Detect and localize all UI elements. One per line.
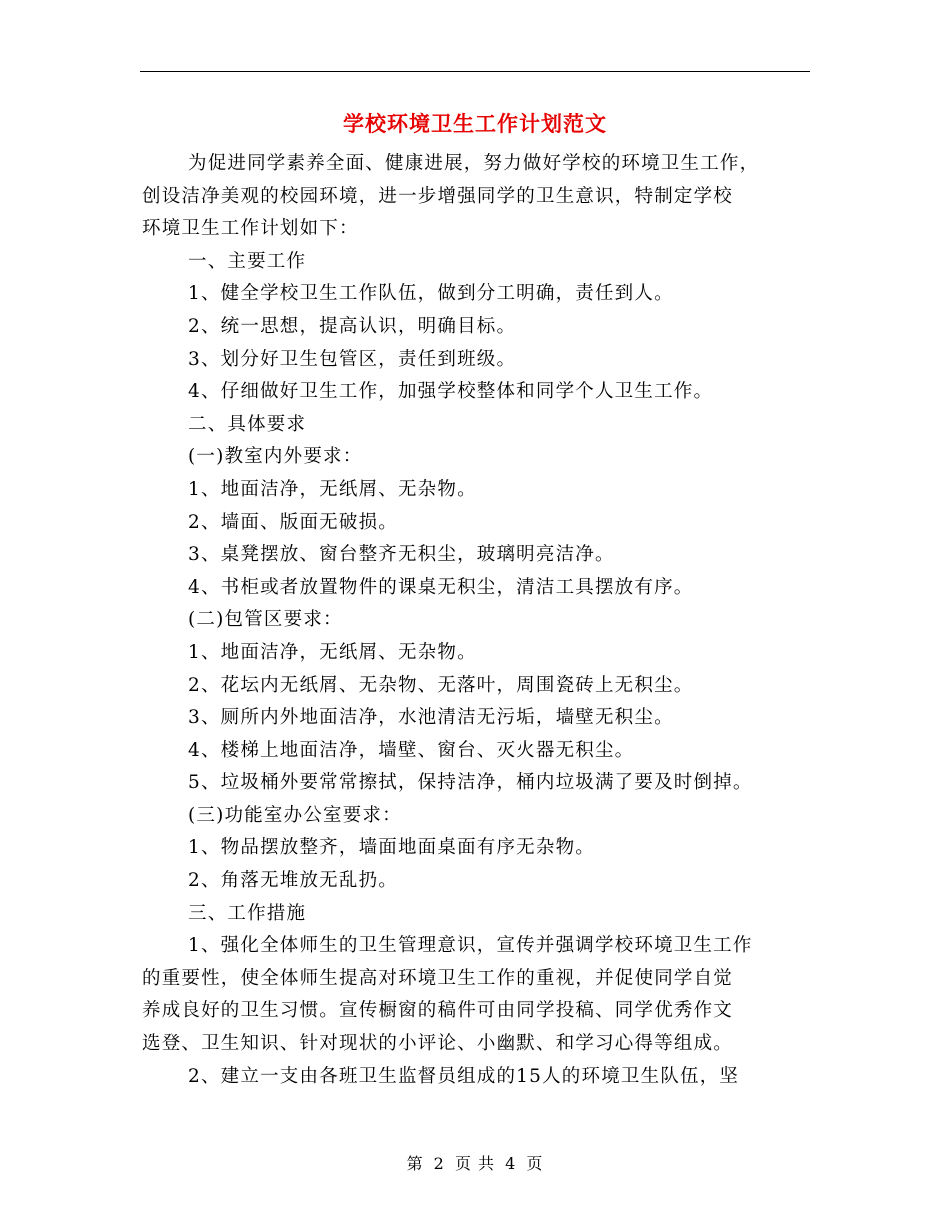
footer-middle: 页 共 xyxy=(454,1154,496,1173)
body-line: 1、健全学校卫生工作队伍，做到分工明确，责任到人。 xyxy=(188,283,674,305)
body-line: 3、厕所内外地面洁净，水池清洁无污垢，墙壁无积尘。 xyxy=(188,707,674,729)
footer-prefix: 第 xyxy=(406,1154,424,1173)
footer-total-pages: 4 xyxy=(505,1154,517,1173)
body-line: 环境卫生工作计划如下： xyxy=(142,218,359,240)
body-line: 2、墙面、版面无破损。 xyxy=(188,511,398,533)
body-line: 的重要性，使全体师生提高对环境卫生工作的重视，并促使同学自觉 xyxy=(142,967,734,989)
body-line: 3、划分好卫生包管区，责任到班级。 xyxy=(188,348,517,370)
body-line: 1、物品摆放整齐，墙面地面桌面有序无杂物。 xyxy=(188,837,595,859)
body-line: 1、地面洁净，无纸屑、无杂物。 xyxy=(188,641,477,663)
body-line: 5、垃圾桶外要常常擦拭，保持洁净，桶内垃圾满了要及时倒掉。 xyxy=(188,772,753,794)
body-line: 一、主要工作 xyxy=(188,250,307,272)
body-line: 4、书柜或者放置物件的课桌无积尘，清洁工具摆放有序。 xyxy=(188,576,694,598)
body-line: 2、建立一支由各班卫生监督员组成的15人的环境卫生队伍，坚 xyxy=(188,1065,740,1087)
body-line: 2、花坛内无纸屑、无杂物、无落叶，周围瓷砖上无积尘。 xyxy=(188,674,694,696)
body-line: 4、仔细做好卫生工作，加强学校整体和同学个人卫生工作。 xyxy=(188,381,714,403)
footer-current-page: 2 xyxy=(433,1154,445,1173)
body-line: (一)教室内外要求： xyxy=(188,446,363,468)
body-line: 2、统一思想，提高认识，明确目标。 xyxy=(188,315,517,337)
body-line: 选登、卫生知识、针对现状的小评论、小幽默、和学习心得等组成。 xyxy=(142,1033,734,1055)
body-line: 创设洁净美观的校园环境，进一步增强同学的卫生意识，特制定学校 xyxy=(142,185,734,207)
document-title: 学校环境卫生工作计划范文 xyxy=(343,111,607,136)
footer-suffix: 页 xyxy=(526,1154,544,1173)
body-line: 1、地面洁净，无纸屑、无杂物。 xyxy=(188,478,477,500)
body-line: 1、强化全体师生的卫生管理意识，宣传并强调学校环境卫生工作 xyxy=(188,935,753,957)
body-line: 三、工作措施 xyxy=(188,902,307,924)
header-rule xyxy=(140,71,810,72)
body-line: (二)包管区要求： xyxy=(188,609,343,631)
body-line: 二、具体要求 xyxy=(188,413,307,435)
body-line: 为促进同学素养全面、健康进展，努力做好学校的环境卫生工作， xyxy=(188,153,760,174)
body-line: 2、角落无堆放无乱扔。 xyxy=(188,870,398,892)
document-body xyxy=(142,148,814,1093)
body-line: (三)功能室办公室要求： xyxy=(188,804,402,826)
body-line: 3、桌凳摆放、窗台整齐无积尘，玻璃明亮洁净。 xyxy=(188,544,615,566)
page-footer xyxy=(0,1150,950,1178)
body-line: 4、楼梯上地面洁净，墙壁、窗台、灭火器无积尘。 xyxy=(188,739,635,761)
body-line: 养成良好的卫生习惯。宣传橱窗的稿件可由同学投稿、同学优秀作文 xyxy=(142,1000,734,1022)
